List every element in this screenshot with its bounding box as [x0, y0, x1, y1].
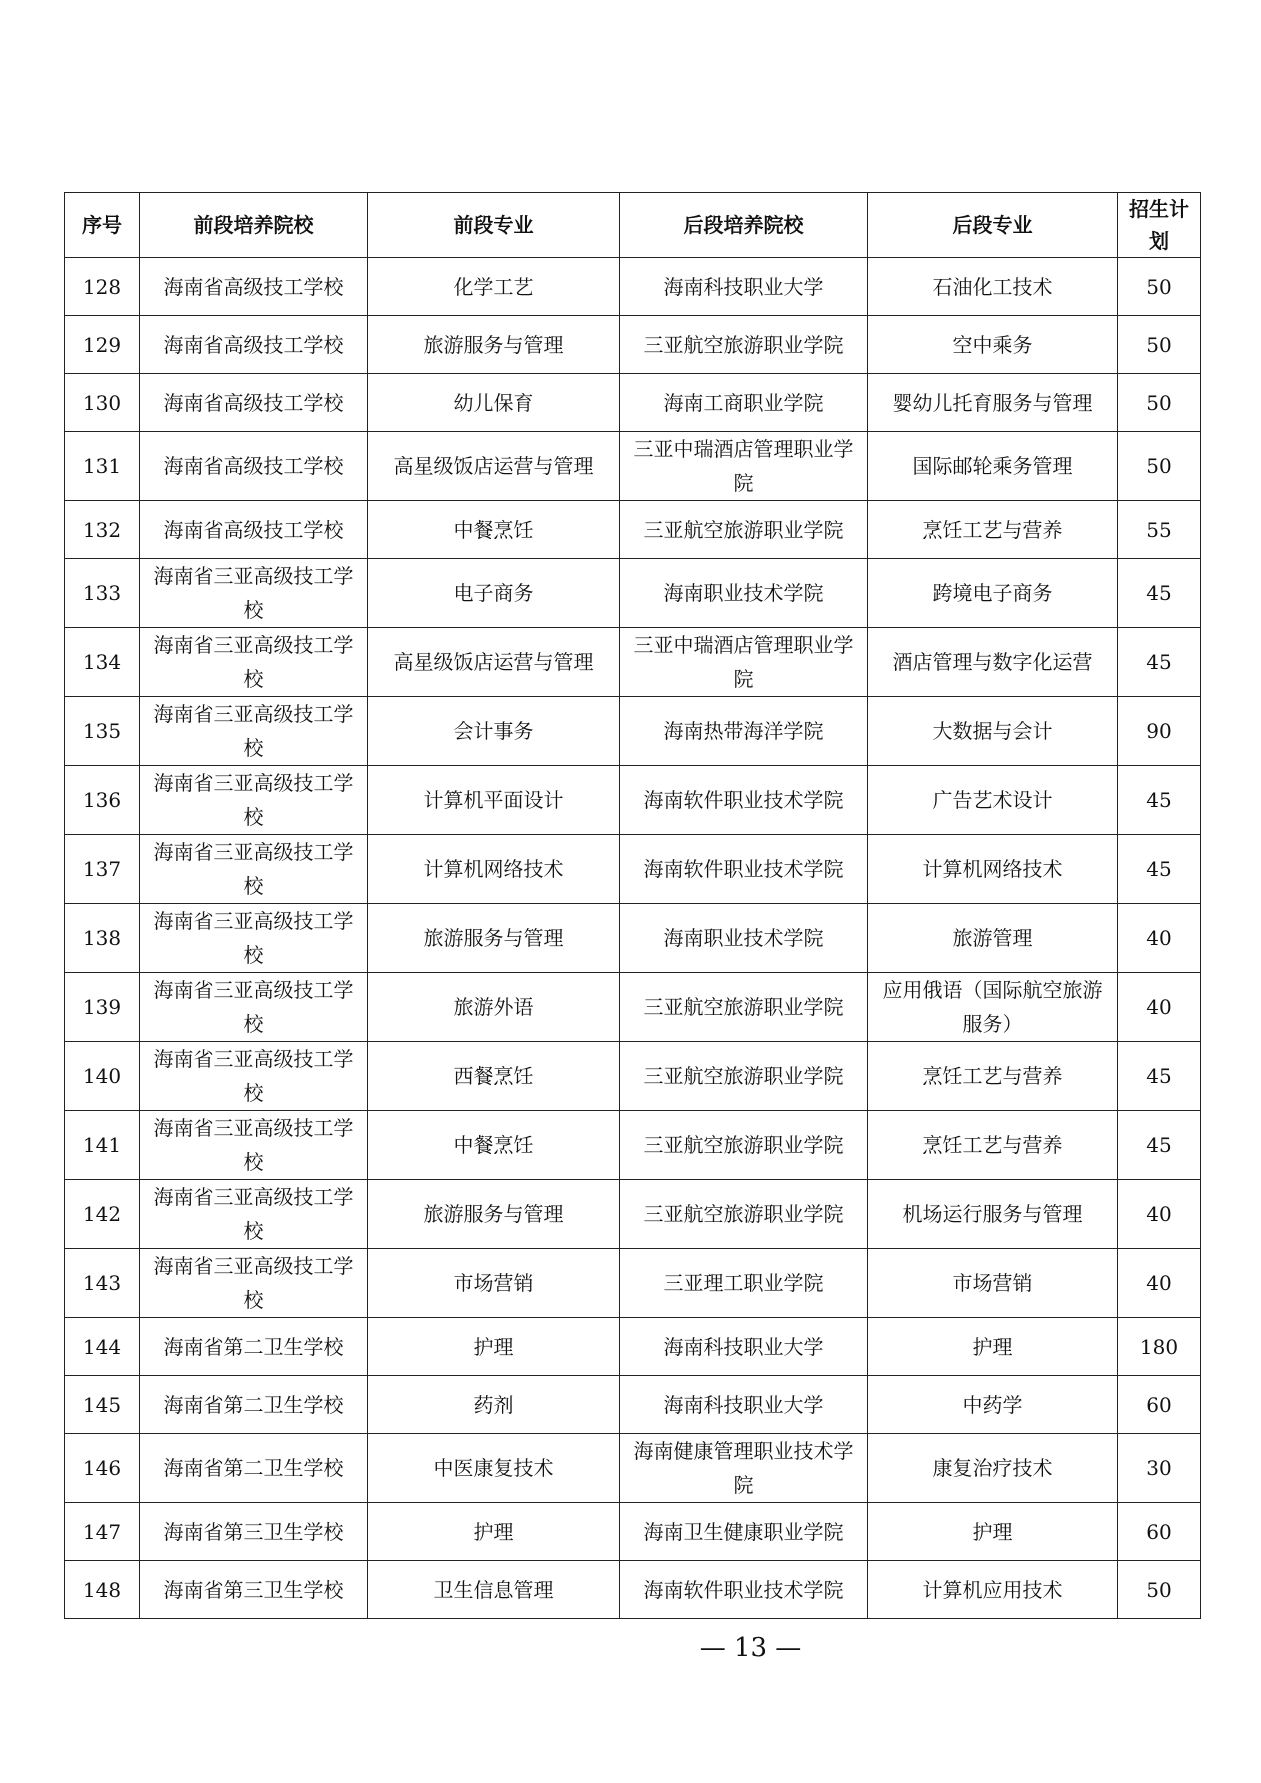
cell-front-school: 海南省高级技工学校: [140, 501, 368, 559]
table-row: [65, 904, 1201, 973]
cell-front-school: 海南省三亚高级技工学校: [140, 1042, 368, 1111]
cell-back-school: 海南软件职业技术学院: [620, 835, 868, 904]
table-row: [65, 501, 1201, 559]
cell-back-school: 三亚理工职业学院: [620, 1249, 868, 1318]
cell-enrollment-plan: 90: [1118, 697, 1201, 766]
cell-front-major: 化学工艺: [368, 258, 620, 316]
table-row: [65, 559, 1201, 628]
cell-index: 145: [65, 1376, 140, 1434]
cell-front-major: 旅游外语: [368, 973, 620, 1042]
cell-front-school: 海南省第二卫生学校: [140, 1434, 368, 1503]
cell-index: 133: [65, 559, 140, 628]
cell-enrollment-plan: 55: [1118, 501, 1201, 559]
cell-index: 134: [65, 628, 140, 697]
cell-index: 148: [65, 1561, 140, 1619]
cell-back-school: 三亚航空旅游职业学院: [620, 1111, 868, 1180]
table-row: [65, 1561, 1201, 1619]
table-row: [65, 835, 1201, 904]
cell-back-major: 中药学: [868, 1376, 1118, 1434]
cell-front-school: 海南省三亚高级技工学校: [140, 835, 368, 904]
cell-enrollment-plan: 45: [1118, 835, 1201, 904]
table-row: [65, 316, 1201, 374]
cell-enrollment-plan: 60: [1118, 1503, 1201, 1561]
cell-enrollment-plan: 40: [1118, 1249, 1201, 1318]
cell-front-major: 高星级饭店运营与管理: [368, 628, 620, 697]
cell-back-major: 酒店管理与数字化运营: [868, 628, 1118, 697]
cell-front-major: 卫生信息管理: [368, 1561, 620, 1619]
cell-back-school: 三亚航空旅游职业学院: [620, 316, 868, 374]
cell-front-school: 海南省三亚高级技工学校: [140, 628, 368, 697]
cell-back-school: 海南科技职业大学: [620, 258, 868, 316]
cell-front-major: 会计事务: [368, 697, 620, 766]
cell-back-school: 海南职业技术学院: [620, 559, 868, 628]
cell-enrollment-plan: 50: [1118, 432, 1201, 501]
cell-enrollment-plan: 40: [1118, 904, 1201, 973]
cell-index: 130: [65, 374, 140, 432]
table-body: [65, 258, 1201, 1619]
table-row: [65, 258, 1201, 316]
cell-front-school: 海南省高级技工学校: [140, 432, 368, 501]
cell-front-school: 海南省第三卫生学校: [140, 1561, 368, 1619]
cell-back-school: 三亚中瑞酒店管理职业学院: [620, 628, 868, 697]
cell-back-major: 应用俄语（国际航空旅游服务）: [868, 973, 1118, 1042]
cell-index: 138: [65, 904, 140, 973]
table-row: [65, 1376, 1201, 1434]
cell-back-school: 海南职业技术学院: [620, 904, 868, 973]
cell-front-major: 计算机网络技术: [368, 835, 620, 904]
table-row: [65, 432, 1201, 501]
header-index: 序号: [65, 193, 140, 258]
cell-back-major: 烹饪工艺与营养: [868, 501, 1118, 559]
table-row: [65, 1111, 1201, 1180]
cell-front-school: 海南省三亚高级技工学校: [140, 1180, 368, 1249]
cell-enrollment-plan: 50: [1118, 258, 1201, 316]
cell-front-school: 海南省高级技工学校: [140, 258, 368, 316]
cell-front-school: 海南省三亚高级技工学校: [140, 973, 368, 1042]
cell-front-major: 中餐烹饪: [368, 1111, 620, 1180]
table-row: [65, 766, 1201, 835]
table-row: [65, 1503, 1201, 1561]
cell-front-school: 海南省三亚高级技工学校: [140, 1111, 368, 1180]
cell-enrollment-plan: 45: [1118, 766, 1201, 835]
cell-index: 136: [65, 766, 140, 835]
cell-back-major: 计算机应用技术: [868, 1561, 1118, 1619]
cell-front-major: 护理: [368, 1503, 620, 1561]
table-row: [65, 697, 1201, 766]
cell-back-major: 广告艺术设计: [868, 766, 1118, 835]
cell-front-major: 护理: [368, 1318, 620, 1376]
cell-back-school: 海南科技职业大学: [620, 1318, 868, 1376]
cell-index: 128: [65, 258, 140, 316]
cell-index: 143: [65, 1249, 140, 1318]
cell-back-school: 海南科技职业大学: [620, 1376, 868, 1434]
cell-enrollment-plan: 45: [1118, 559, 1201, 628]
cell-front-major: 药剂: [368, 1376, 620, 1434]
cell-back-major: 空中乘务: [868, 316, 1118, 374]
header-enrollment-plan: 招生计划: [1118, 193, 1201, 258]
cell-index: 132: [65, 501, 140, 559]
cell-back-school: 三亚航空旅游职业学院: [620, 501, 868, 559]
cell-back-major: 婴幼儿托育服务与管理: [868, 374, 1118, 432]
header-front-school: 前段培养院校: [140, 193, 368, 258]
cell-back-major: 石油化工技术: [868, 258, 1118, 316]
cell-back-major: 烹饪工艺与营养: [868, 1042, 1118, 1111]
table-row: [65, 1042, 1201, 1111]
cell-back-school: 海南健康管理职业技术学院: [620, 1434, 868, 1503]
cell-back-school: 海南工商职业学院: [620, 374, 868, 432]
cell-enrollment-plan: 50: [1118, 1561, 1201, 1619]
cell-enrollment-plan: 180: [1118, 1318, 1201, 1376]
cell-enrollment-plan: 60: [1118, 1376, 1201, 1434]
table-row: [65, 973, 1201, 1042]
table-row: [65, 374, 1201, 432]
cell-back-major: 跨境电子商务: [868, 559, 1118, 628]
cell-index: 140: [65, 1042, 140, 1111]
cell-front-major: 计算机平面设计: [368, 766, 620, 835]
cell-back-school: 三亚航空旅游职业学院: [620, 1180, 868, 1249]
cell-front-school: 海南省高级技工学校: [140, 374, 368, 432]
table-row: [65, 1434, 1201, 1503]
cell-index: 129: [65, 316, 140, 374]
cell-back-major: 机场运行服务与管理: [868, 1180, 1118, 1249]
cell-front-major: 电子商务: [368, 559, 620, 628]
cell-front-major: 幼儿保育: [368, 374, 620, 432]
page-number: — 13 —: [699, 1633, 802, 1663]
cell-enrollment-plan: 45: [1118, 628, 1201, 697]
table-row: [65, 1249, 1201, 1318]
cell-front-school: 海南省三亚高级技工学校: [140, 766, 368, 835]
cell-back-major: 国际邮轮乘务管理: [868, 432, 1118, 501]
cell-back-major: 旅游管理: [868, 904, 1118, 973]
cell-enrollment-plan: 40: [1118, 1180, 1201, 1249]
cell-back-major: 康复治疗技术: [868, 1434, 1118, 1503]
table-row: [65, 628, 1201, 697]
header-front-major: 前段专业: [368, 193, 620, 258]
cell-back-school: 三亚航空旅游职业学院: [620, 973, 868, 1042]
cell-front-school: 海南省三亚高级技工学校: [140, 1249, 368, 1318]
cell-front-major: 旅游服务与管理: [368, 1180, 620, 1249]
cell-back-school: 海南热带海洋学院: [620, 697, 868, 766]
header-back-major: 后段专业: [868, 193, 1118, 258]
cell-front-school: 海南省第二卫生学校: [140, 1318, 368, 1376]
cell-index: 139: [65, 973, 140, 1042]
cell-back-school: 海南软件职业技术学院: [620, 1561, 868, 1619]
cell-front-school: 海南省三亚高级技工学校: [140, 697, 368, 766]
cell-index: 135: [65, 697, 140, 766]
cell-back-school: 海南软件职业技术学院: [620, 766, 868, 835]
cell-back-major: 计算机网络技术: [868, 835, 1118, 904]
cell-front-major: 市场营销: [368, 1249, 620, 1318]
table-header-row: [65, 193, 1201, 258]
cell-back-major: 大数据与会计: [868, 697, 1118, 766]
cell-front-major: 高星级饭店运营与管理: [368, 432, 620, 501]
cell-enrollment-plan: 40: [1118, 973, 1201, 1042]
cell-enrollment-plan: 45: [1118, 1042, 1201, 1111]
cell-front-school: 海南省第二卫生学校: [140, 1376, 368, 1434]
cell-front-major: 西餐烹饪: [368, 1042, 620, 1111]
cell-back-school: 海南卫生健康职业学院: [620, 1503, 868, 1561]
cell-front-school: 海南省高级技工学校: [140, 316, 368, 374]
cell-index: 147: [65, 1503, 140, 1561]
cell-back-school: 三亚中瑞酒店管理职业学院: [620, 432, 868, 501]
cell-index: 141: [65, 1111, 140, 1180]
cell-enrollment-plan: 50: [1118, 316, 1201, 374]
cell-index: 146: [65, 1434, 140, 1503]
header-back-school: 后段培养院校: [620, 193, 868, 258]
cell-back-school: 三亚航空旅游职业学院: [620, 1042, 868, 1111]
cell-enrollment-plan: 30: [1118, 1434, 1201, 1503]
cell-front-school: 海南省三亚高级技工学校: [140, 559, 368, 628]
cell-front-school: 海南省第三卫生学校: [140, 1503, 368, 1561]
cell-index: 144: [65, 1318, 140, 1376]
table-row: [65, 1180, 1201, 1249]
table-row: [65, 1318, 1201, 1376]
cell-enrollment-plan: 50: [1118, 374, 1201, 432]
cell-index: 142: [65, 1180, 140, 1249]
cell-index: 131: [65, 432, 140, 501]
cell-index: 137: [65, 835, 140, 904]
cell-back-major: 护理: [868, 1318, 1118, 1376]
cell-back-major: 护理: [868, 1503, 1118, 1561]
cell-enrollment-plan: 45: [1118, 1111, 1201, 1180]
cell-front-major: 旅游服务与管理: [368, 904, 620, 973]
cell-front-major: 中餐烹饪: [368, 501, 620, 559]
enrollment-table: [64, 192, 1201, 1619]
cell-back-major: 市场营销: [868, 1249, 1118, 1318]
cell-front-major: 中医康复技术: [368, 1434, 620, 1503]
cell-front-school: 海南省三亚高级技工学校: [140, 904, 368, 973]
cell-front-major: 旅游服务与管理: [368, 316, 620, 374]
cell-back-major: 烹饪工艺与营养: [868, 1111, 1118, 1180]
